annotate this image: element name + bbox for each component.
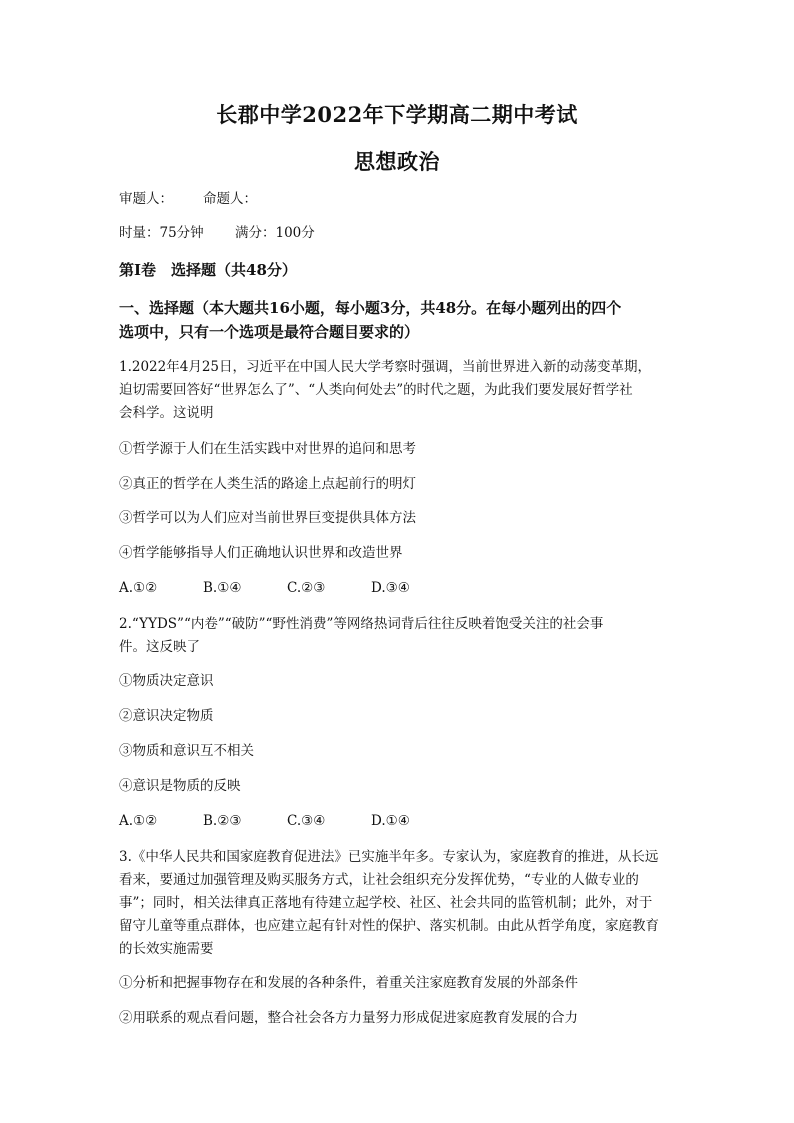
q1-stem-3: 会科学。这说明 (119, 405, 214, 421)
q2-statement-2: ②意识决定物质 (119, 708, 214, 724)
q1-option-c: C.②③ (287, 580, 326, 596)
q2-options (119, 810, 679, 832)
time-label: 时量：75分钟 (119, 225, 204, 241)
part-heading: 第I卷 选择题（共48分） (119, 261, 297, 279)
q2-statement-4: ④意识是物质的反映 (119, 778, 241, 794)
q2-option-b: B.②③ (203, 813, 242, 829)
q1-option-b: B.①④ (203, 580, 242, 596)
q2-stem-2: 件。这反映了 (119, 639, 200, 655)
q3-stem-3: 事”；同时，相关法律真正落地有待建立起学校、社区、社会共同的监管机制；此外，对于 (119, 895, 653, 911)
instruction-line-1: 一、选择题（本大题共16小题，每小题3分，共48分。在每小题列出的四个 (119, 299, 622, 317)
q1-option-d: D.③④ (371, 580, 410, 596)
q2-statement-3: ③物质和意识互不相关 (119, 743, 254, 759)
q3-stem-2: 看来，要通过加强管理及购买服务方式，让社会组织充分发挥优势，“专业的人做专业的 (119, 872, 639, 888)
q3-statement-1: ①分析和把握事物存在和发展的各种条件，着重关注家庭教育发展的外部条件 (119, 975, 578, 991)
author-label: 命题人： (203, 191, 257, 207)
exam-title: 长郡中学2022年下学期高二期中考试 (216, 102, 578, 127)
q1-options (119, 577, 679, 599)
q3-stem-1: 3.《中华人民共和国家庭教育促进法》已实施半年多。专家认为，家庭教育的推进，从长远 (119, 849, 659, 865)
q1-stem-1: 1.2022年4月25日，习近平在中国人民大学考察时强调，当前世界进入新的动荡变革期， (119, 359, 652, 375)
reviewer-label: 审题人： (119, 191, 173, 207)
q3-stem-5: 的长效实施需要 (119, 941, 214, 957)
q2-option-c: C.③④ (287, 813, 326, 829)
score-label: 满分：100分 (235, 225, 315, 241)
instruction-line-2: 选项中，只有一个选项是最符合题目要求的） (119, 323, 420, 341)
q1-stem-2: 迫切需要回答好“世界怎么了”、“人类向何处去”的时代之题，为此我们要发展好哲学社 (119, 382, 633, 398)
q1-statement-3: ③哲学可以为人们应对当前世界巨变提供具体方法 (119, 510, 416, 526)
q1-statement-2: ②真正的哲学在人类生活的路途上点起前行的明灯 (119, 476, 416, 492)
q3-statement-2: ②用联系的观点看问题，整合社会各方力量努力形成促进家庭教育发展的合力 (119, 1010, 578, 1026)
subject-title: 思想政治 (354, 149, 440, 174)
q2-statement-1: ①物质决定意识 (119, 673, 214, 689)
q2-stem-1: 2.“YYDS”“内卷”“破防”“野性消费”等网络热词背后往往反映着饱受关注的社会事 (119, 616, 604, 632)
q1-statement-4: ④哲学能够指导人们正确地认识世界和改造世界 (119, 545, 403, 561)
reviewer-line (119, 188, 679, 210)
q2-option-a: A.①② (119, 813, 158, 829)
q1-option-a: A.①② (119, 580, 158, 596)
q1-statement-1: ①哲学源于人们在生活实践中对世界的追问和思考 (119, 441, 416, 457)
time-score-line (119, 222, 679, 244)
q3-stem-4: 留守儿童等重点群体，也应建立起有针对性的保护、落实机制。由此从哲学角度，家庭教育 (119, 918, 659, 934)
q2-option-d: D.①④ (371, 813, 410, 829)
